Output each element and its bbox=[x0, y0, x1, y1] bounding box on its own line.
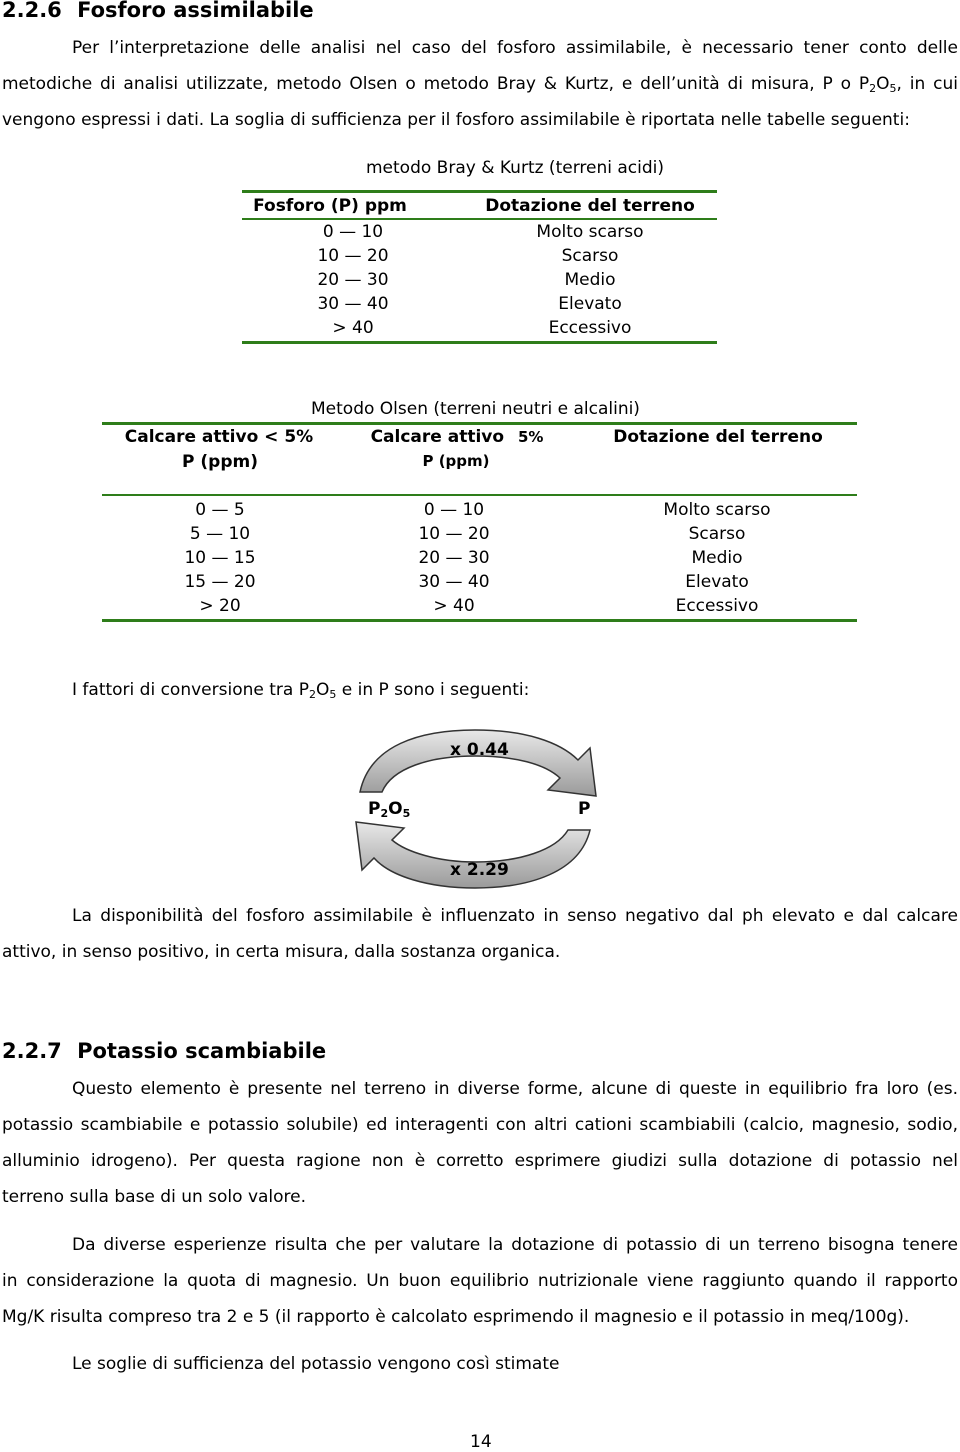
table-cell: 15 — 20 bbox=[184, 572, 256, 592]
formula-sub: 2 bbox=[380, 807, 389, 820]
table-cell: Medio bbox=[691, 548, 743, 568]
table-cell: 0 — 10 bbox=[423, 500, 485, 520]
table-cell: > 40 bbox=[433, 596, 475, 616]
table-cell: Scarso bbox=[561, 246, 619, 266]
section-title: Fosforo assimilabile bbox=[77, 0, 314, 22]
formula-sub: 5 bbox=[329, 688, 337, 701]
formula-sub: 5 bbox=[402, 807, 411, 820]
formula-p: P bbox=[368, 799, 381, 819]
formula-sub: 2 bbox=[308, 688, 316, 701]
table-subheader: P (ppm) bbox=[422, 452, 490, 470]
table-cell: Scarso bbox=[688, 524, 746, 544]
factor-bottom-label: x 2.29 bbox=[450, 860, 509, 880]
paragraph-tail: , in cui bbox=[896, 74, 958, 94]
p-label: P bbox=[578, 799, 591, 819]
table-cell: 30 — 40 bbox=[317, 294, 389, 314]
section-title: Potassio scambiabile bbox=[77, 1039, 327, 1063]
paragraph-line: potassio scambiabile e potassio solubile) ed interagenti con altri cationi scambiabili (calcio, magnesio, sodio, bbox=[2, 1115, 958, 1135]
table-header-text: Calcare attivo bbox=[370, 427, 505, 447]
table-cell: Molto scarso bbox=[663, 500, 771, 520]
formula-sub: 2 bbox=[869, 82, 877, 95]
table-cell: 10 — 15 bbox=[184, 548, 256, 568]
table-cell: Eccessivo bbox=[675, 596, 759, 616]
section-heading-potassium bbox=[2, 1039, 326, 1063]
paragraph-line: Per l’interpretazione delle analisi nel caso del fosforo assimilabile, è necessario tener conto delle bbox=[72, 38, 958, 58]
formula-o: O bbox=[876, 74, 890, 94]
table-cell: 30 — 40 bbox=[418, 572, 490, 592]
table-caption: metodo Bray & Kurtz (terreni acidi) bbox=[366, 158, 664, 178]
table-cell: > 40 bbox=[332, 318, 374, 338]
table-header-suffix: 5% bbox=[517, 428, 544, 446]
table-header: Dotazione del terreno bbox=[485, 196, 695, 216]
paragraph-line: alluminio idrogeno). Per questa ragione non è corretto esprimere giudizi sulla dotazione di potassio nel bbox=[2, 1151, 958, 1171]
section-number: 2.2.6 bbox=[2, 0, 62, 22]
table-cell: Molto scarso bbox=[536, 222, 644, 242]
paragraph-line: vengono espressi i dati. La soglia di sufficienza per il fosforo assimilabile è riportata nelle tabelle seguenti: bbox=[2, 110, 910, 130]
section-number: 2.2.7 bbox=[2, 1039, 62, 1063]
paragraph-line: Da diverse esperienze risulta che per valutare la dotazione di potassio di un terreno bisogna tenere bbox=[72, 1235, 958, 1255]
paragraph-line: Questo elemento è presente nel terreno in diverse forme, alcune di queste in equilibrio fra loro (es. bbox=[72, 1079, 958, 1099]
table-cell: Medio bbox=[564, 270, 616, 290]
table-cell: > 20 bbox=[199, 596, 241, 616]
table-cell: 5 — 10 bbox=[189, 524, 251, 544]
table-cell: 0 — 5 bbox=[195, 500, 245, 520]
page-number: 14 bbox=[470, 1432, 492, 1452]
paragraph-line: Le soglie di sufficienza del potassio vengono così stimate bbox=[72, 1354, 560, 1374]
p2o5-label bbox=[368, 799, 410, 819]
paragraph-line: terreno sulla base di un solo valore. bbox=[2, 1187, 307, 1207]
paragraph-line: Mg/K risulta compreso tra 2 e 5 (il rapporto è calcolato esprimendo il magnesio e il potassio in meq/100g). bbox=[2, 1307, 910, 1327]
paragraph-line: attivo, in senso positivo, in certa misura, dalla sostanza organica. bbox=[2, 942, 561, 962]
paragraph-line: in considerazione la quota di magnesio. Un buon equilibrio nutrizionale viene raggiunto quando il rapporto bbox=[2, 1271, 958, 1291]
paragraph-line: La disponibilità del fosforo assimilabile è influenzato in senso negativo dal ph elevato e dal calcare bbox=[72, 906, 958, 926]
table-header: Dotazione del terreno bbox=[613, 427, 823, 447]
formula-o: O bbox=[388, 799, 403, 819]
table-cell: Eccessivo bbox=[548, 318, 632, 338]
table-cell: 20 — 30 bbox=[317, 270, 389, 290]
formula-sub: 5 bbox=[889, 82, 897, 95]
table-cell: Elevato bbox=[558, 294, 622, 314]
intro-text: I fattori di conversione tra P bbox=[72, 680, 309, 700]
table-cell: 0 — 10 bbox=[322, 222, 384, 242]
table-cell: 20 — 30 bbox=[418, 548, 490, 568]
paragraph-text: metodiche di analisi utilizzate, metodo Olsen o metodo Bray & Kurtz, e dell’unità di misura, P o P bbox=[2, 74, 870, 94]
table-header: Calcare attivo < 5% bbox=[124, 427, 314, 447]
table-caption: Metodo Olsen (terreni neutri e alcalini) bbox=[311, 399, 640, 419]
formula-o: O bbox=[315, 680, 330, 700]
factor-top-label: x 0.44 bbox=[450, 740, 509, 760]
table-subheader: P (ppm) bbox=[182, 452, 258, 472]
table-cell: 10 — 20 bbox=[317, 246, 389, 266]
table-cell: Elevato bbox=[685, 572, 749, 592]
table-header: Fosforo (P) ppm bbox=[253, 196, 407, 216]
table-cell: 10 — 20 bbox=[418, 524, 490, 544]
intro-text: e in P sono i seguenti: bbox=[336, 680, 530, 700]
